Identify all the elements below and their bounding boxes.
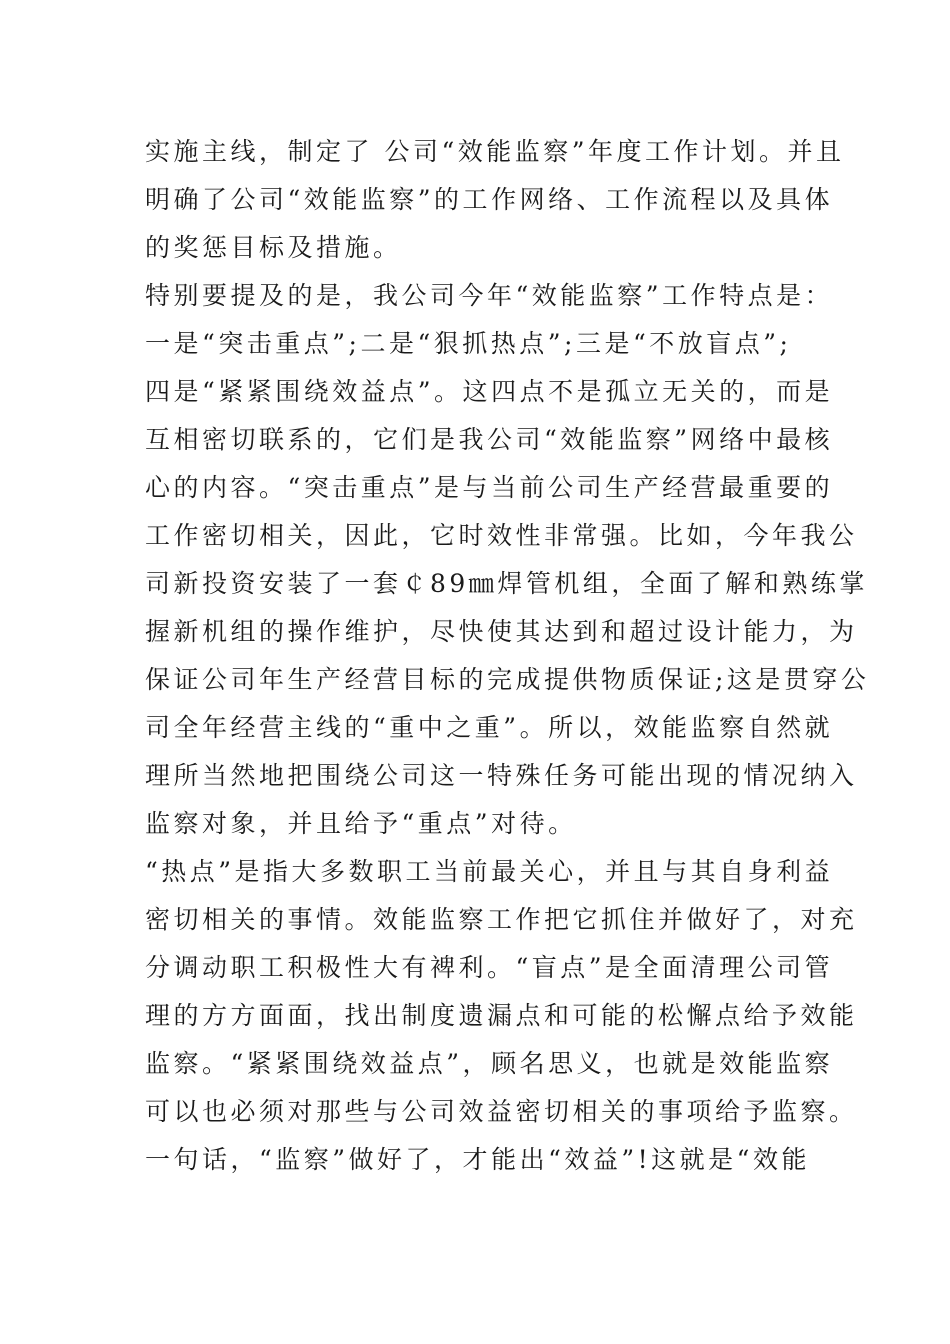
text-line: 一句话，“监察”做好了，才能出“效益”!这就是“效能 <box>145 1145 810 1174</box>
text-line: 监察。“紧紧围绕效益点”，顾名思义，也就是效能监察 <box>145 1049 834 1078</box>
text-line: 理所当然地把围绕公司这一特殊任务可能出现的情况纳入 <box>145 761 858 790</box>
text-line: 监察对象，并且给予“重点”对待。 <box>145 809 577 838</box>
text-line: 工作密切相关，因此，它时效性非常强。比如，今年我公 <box>145 521 858 550</box>
text-line: 司新投资安装了一套￠89㎜焊管机组，全面了解和熟练掌 <box>145 569 868 598</box>
text-line: “热点”是指大多数职工当前最关心，并且与其自身利益 <box>145 857 834 886</box>
text-line: 互相密切联系的，它们是我公司“效能监察”网络中最核 <box>145 425 834 454</box>
text-line: 实施主线，制定了 公司“效能监察”年度工作计划。并且 <box>145 137 845 166</box>
text-line: 明确了公司“效能监察”的工作网络、工作流程以及具体 <box>145 185 834 214</box>
text-line: 的奖惩目标及措施。 <box>145 233 402 262</box>
text-line: 四是“紧紧围绕效益点”。这四点不是孤立无关的，而是 <box>145 377 834 406</box>
text-line: 分调动职工积极性大有裨利。“盲点”是全面清理公司管 <box>145 953 834 982</box>
text-line: 理的方方面面，找出制度遗漏点和可能的松懈点给予效能 <box>145 1001 858 1030</box>
text-line: 一是“突击重点”;二是“狠抓热点”;三是“不放盲点”; <box>145 329 792 358</box>
text-line: 握新机组的操作维护，尽快使其达到和超过设计能力，为 <box>145 617 858 646</box>
text-line: 可以也必须对那些与公司效益密切相关的事项给予监察。 <box>145 1097 858 1126</box>
text-line: 心的内容。“突击重点”是与当前公司生产经营最重要的 <box>145 473 834 502</box>
text-line: 特别要提及的是，我公司今年“效能监察”工作特点是： <box>145 281 834 310</box>
text-line: 司全年经营主线的“重中之重”。所以，效能监察自然就 <box>145 713 834 742</box>
text-line: 保证公司年生产经营目标的完成提供物质保证;这是贯穿公 <box>145 665 870 694</box>
document-body <box>145 128 870 1184</box>
text-line: 密切相关的事情。效能监察工作把它抓住并做好了，对充 <box>145 905 858 934</box>
